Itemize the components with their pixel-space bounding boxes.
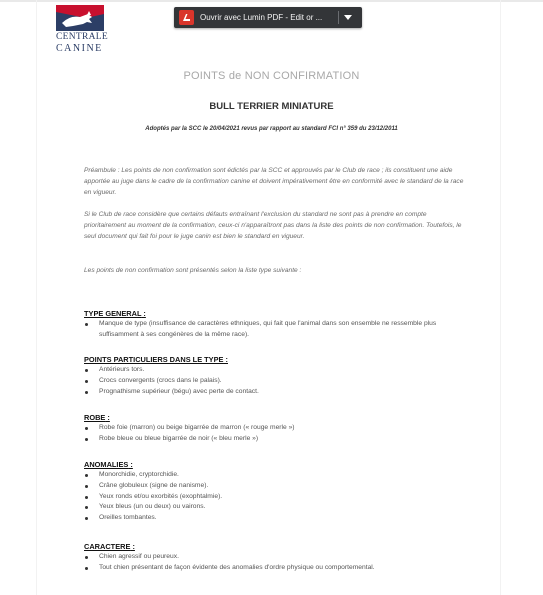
lumin-open-toolbar[interactable] [174,7,362,28]
bullet-icon [85,474,88,477]
list-item: Yeux bleus (un ou deux) ou vairons. [84,502,474,513]
section-caractere: CARACTERE : Chien agressif ou peureux. Tout chien présentant de façon évidente des anomalies d'ordre physique ou comportemental. [84,542,474,574]
section-title: TYPE GENERAL [84,309,142,318]
lumin-pdf-icon [179,10,194,25]
section-items [84,319,474,341]
section-type-general: TYPE GENERAL : Manque de type (insuffisance de caractères ethniques, qui fait que l'animal dans son ensemble ne ressemble plus suffisamment à ses congénères de la même race). [84,309,474,341]
list-item: Monorchidie, cryptorchidie. [84,470,474,481]
bullet-icon [85,380,88,383]
top-strip [0,0,543,2]
bullet-icon [85,323,88,326]
section-items [84,365,474,397]
list-item: Tout chien présentant de façon évidente des anomalies d'ordre physique ou comportemental. [84,563,474,574]
section-items [84,470,474,524]
section-title: CARACTERE [84,542,131,551]
list-item: Robe foie (marron) ou beige bigarrée de marron (« rouge merle ») [84,423,474,434]
list-item: Robe bleue ou bleue bigarrée de noir (« bleu merle ») [84,434,474,445]
list-item: Oreilles tombantes. [84,513,474,524]
bullet-icon [85,556,88,559]
list-item: Prognathisme supérieur (bégu) avec perte de contact. [84,387,474,398]
bullet-icon [85,567,88,570]
logo-text-canine: CANINE [56,42,103,54]
section-title: ANOMALIES [84,460,129,469]
list-item: Yeux ronds et/ou exorbités (exophtalmie). [84,492,474,503]
preamble-paragraph: Préambule : Les points de non confirmation sont édictés par la SCC et approuvés par le Club de race ; ils constituent une aide apportée au juge dans le cadre de la confirmation canine et doivent impérativement être en conformité avec le standard de la race en vigueur. [84,167,464,196]
bullet-icon [85,517,88,520]
list-item: Chien agressif ou peureux. [84,552,474,563]
list-item: Antérieurs tors. [84,365,474,376]
bullet-icon [85,496,88,499]
list-item: Crâne globuleux (signe de nanisme). [84,481,474,492]
logo-text-centrale: CENTRALE [56,32,109,42]
open-with-lumin-button[interactable]: Ouvrir avec Lumin PDF - Edit or ... [200,13,323,22]
list-item: Manque de type (insuffisance de caractères ethniques, qui fait que l'animal dans son ensemble ne ressemble plus suffisamment à ses congénères de la même race). [84,319,474,341]
list-item: Crocs convergents (crocs dans le palais). [84,376,474,387]
bullet-icon [85,506,88,509]
section-title: POINTS PARTICULIERS DANS LE TYPE [84,355,224,364]
page-header: POINTS de NON CONFIRMATION [183,70,360,82]
bullet-icon [85,485,88,488]
section-robe: ROBE : Robe foie (marron) ou beige bigarrée de marron (« rouge merle ») Robe bleue ou bleue bigarrée de noir (« bleu merle ») [84,413,474,445]
chevron-down-icon[interactable] [339,7,356,28]
section-items [84,423,474,445]
club-note-paragraph: Si le Club de race considère que certains défauts entraînant l'exclusion du standard ne sont pas à prendre en compte prioritairement au moment de la confirmation, ceux-ci n'apparaîtront pas dans la liste des points de non confirmation. Toutefois, le seul document qui fait foi pour le juge canin est bien le standard en vigueur. [84,211,462,240]
bullet-icon [85,427,88,430]
bullet-icon [85,369,88,372]
list-intro-paragraph: Les points de non confirmation sont présentés selon la liste type suivante : [84,267,302,274]
bullet-icon [85,438,88,441]
section-anomalies: ANOMALIES : Monorchidie, cryptorchidie. Crâne globuleux (signe de nanisme). Yeux ronds et/ou exorbités (exophtalmie). Yeux bleus (un ou deux) ou vairons. Oreilles tombantes. [84,460,474,524]
centrale-canine-logo [56,5,110,54]
section-title: ROBE [84,413,106,422]
section-items [84,552,474,574]
page-left-edge [36,0,37,595]
dog-emblem-icon [56,5,104,31]
breed-title: BULL TERRIER MINIATURE [209,101,334,112]
logo-emblem [56,5,104,31]
bullet-icon [85,391,88,394]
page-right-edge [500,0,501,595]
adoption-note: Adoptés par la SCC le 20/04/2021 revus par rapport au standard FCI n° 359 du 23/12/2011 [145,126,398,132]
section-points-particuliers: POINTS PARTICULIERS DANS LE TYPE : Antérieurs tors. Crocs convergents (crocs dans le palais). Prognathisme supérieur (bégu) avec perte de contact. [84,355,474,397]
